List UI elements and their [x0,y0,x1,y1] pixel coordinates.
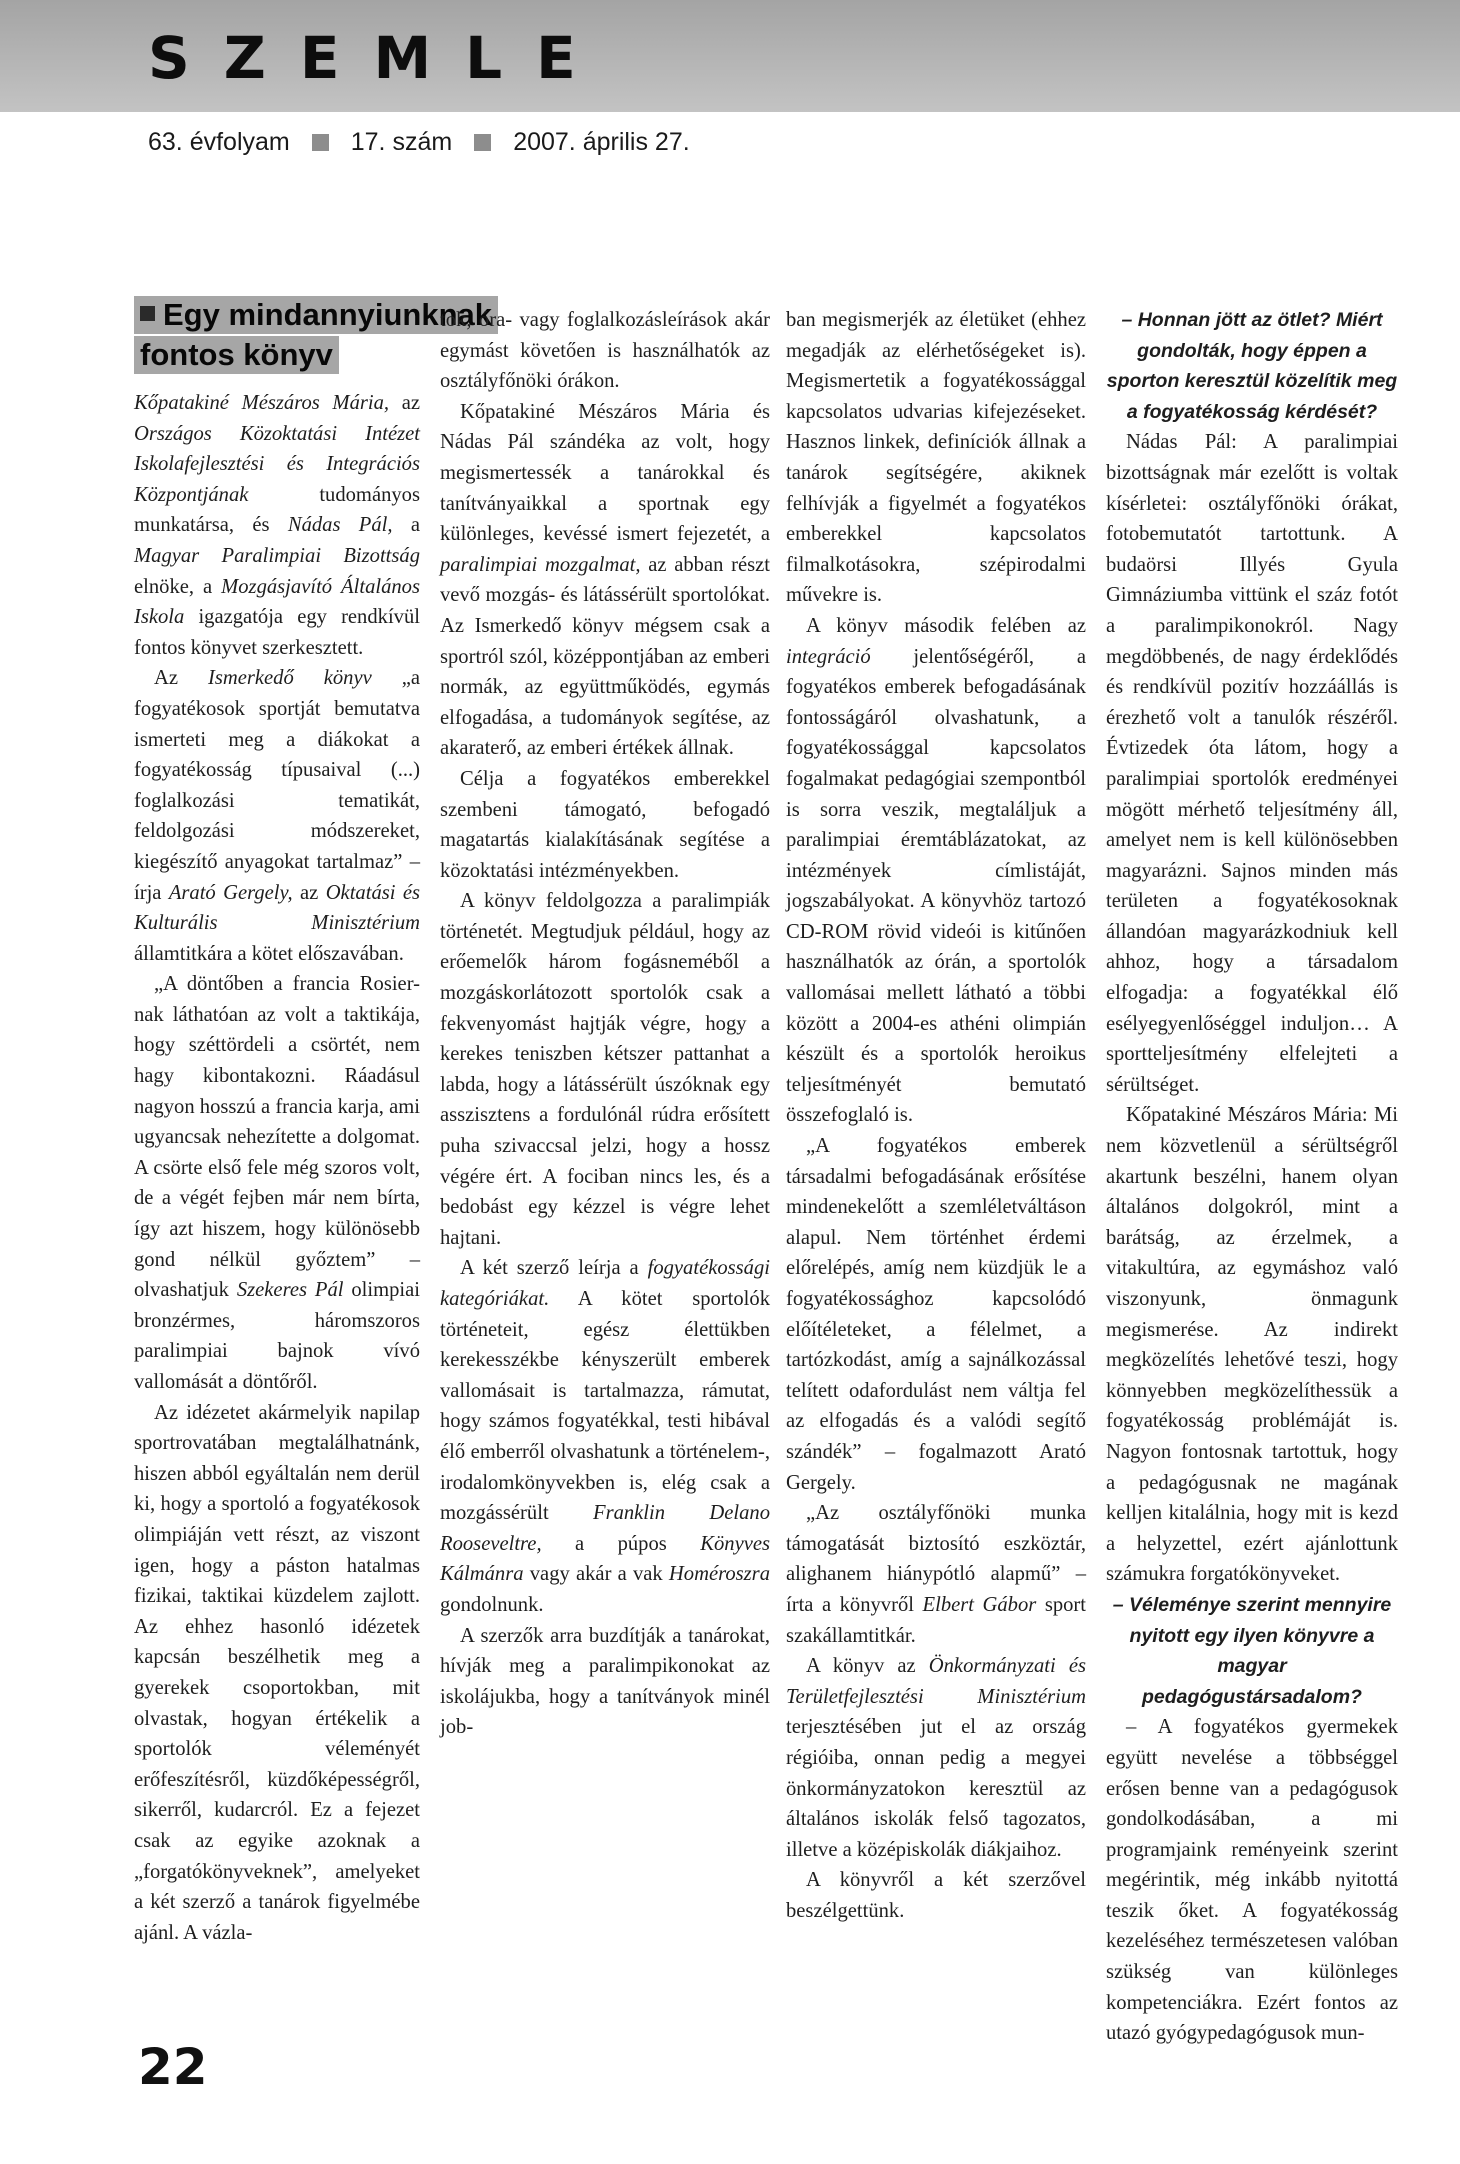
body-paragraph: tok, óra- vagy foglalkozásleírások akár egymást követően is használhatók az osztályfőnöki órákon. [440,309,770,393]
body-paragraph: ban megismerjék az életüket (ehhez megadják az elérhetőségeket is). Megismertetik a fogyatékossággal kapcsolatos udvarias kifejezéseket. Hasznos linkek, definíciók állnak a tanárok segítségére, akiknek felhívják a figyelmét a fogyatékos emberekkel kapcsolatos filmalkotásokra, szépirodalmi művekre is. [786,309,1086,607]
bullet-square-icon [140,306,155,321]
article-column-4 [1106,305,1398,2049]
separator-square-icon [312,134,329,151]
body-paragraph: Nádas Pál: A paralimpiai bizottságnak már ezelőtt is voltak kísérletei: osztályfőnöki órákat, fotobemutatót tartottunk. A budaörsi Illyés Gyula Gimnáziumba vittünk el száz fotót a paralimpikonokról. Nagy megdöbbenés, de nagy érdeklődés és rendkívül pozitív hozzáállás is érezhető volt a tanulók részéről. Évtizedek óta látom, hogy a paralimpiai sportolók eredményei mögött mérhető teljesítmény áll, amelyet nem is kell különösebben magyarázni. Sajnos minden más területen a fogyatékosoknak állandóan magyarázkodniuk kell ahhoz, hogy a társadalom elfogadja: a fogyatékkal élő esélyegyenlőséggel induljon… A sportteljesítmény elfelejteti a sérültséget. [1106,431,1398,1096]
issue-number: 17. szám [350,128,453,156]
body-paragraph: „Az osztályfőnöki munka támogatását biztosító eszköztár, alighanem hiánypótló alapmű” – írta a könyvről Elbert Gábor sport szakállamtitkár. [786,1502,1087,1647]
title-line-2: fontos könyv [134,336,339,374]
body-paragraph: A könyv feldolgozza a paralimpiák történetét. Megtudjuk például, hogy az erőemelők három fogásneméből a mozgáskorlátozott sportolók csak a fekvenyomást hajtják végre, hogy a kerekes teniszben kétszer pattanhat a labda, hogy a látássérült úszóknak egy asszisztens a fordulónál rúdra erősített puha szivaccsal jelzi, hogy a hossz végére ért. A fociban nincs les, és a bedobást egy kézzel is végre lehet hajtani. [440,890,770,1249]
article-column-3 [786,305,1086,1926]
body-paragraph: A könyvről a két szerzővel beszélgettünk. [786,1869,1086,1922]
body-paragraph: „A döntőben a francia Rosier-nak láthatóan az volt a taktikája, hogy széttördeli a csörtét, nem hagy kibontakozni. Ráadásul nagyon hosszú a francia karja, ami ugyancsak nehezítette a dolgomat. A csörte első fele még szoros volt, de a végét fejben már nem bírta, így azt hiszem, hogy különösebb gond nélkül győztem” – olvashatjuk Szekeres Pál olimpiai bronzérmes, háromszoros paralimpiai bajnok vívó vallomását a döntőről. [134,973,420,1393]
body-paragraph: A szerzők arra buzdítják a tanárokat, hívják meg a paralimpikonokat az iskolájukba, hogy a tanítványok minél job- [440,1624,770,1739]
body-paragraph: „A fogyatékos emberek társadalmi befogadásának erősítése mindenekelőtt a szemléletváltáson alapul. Nem történhet érdemi előrelépés, amíg nem küzdjük le a fogyatékossághoz kapcsolódó előítéleteket, a félelmet, a tartózkodást, amíg a sajnálkozással telített odafordulást nem váltja fel az elfogadás és a valódi segítő szándék” – fogalmazott Arató Gergely. [786,1135,1086,1494]
article-column-2 [440,305,770,1743]
interview-question: – Véleménye szerint mennyire nyitott egy ilyen könyvre a magyar pedagógustársadalom? [1112,1593,1392,1708]
body-paragraph: Kőpatakiné Mészáros Mária és Nádas Pál szándéka az volt, hogy megismertessék a tanárokkal és tanítványaikkal a sportnak egy különleges, kevéssé ismert fejezetét, a paralimpiai mozgalmat, az abban részt vevő mozgás- és látássérült sportolókat. Az Ismerkedő könyv mégsem csak a sportról szól, középpontjában az emberi normák, az együttműködés, egymás elfogadása, a tudományok segítése, az akaraterő, az emberi értékek állnak. [440,400,770,760]
masthead: SZEMLE [148,24,610,92]
separator-square-icon [474,134,491,151]
body-paragraph: Az idézetet akármelyik napilap sportrovatában megtalálhatnánk, hiszen abból egyáltalán nem derül ki, hogy a sportoló a fogyatékosok olimpiáján vett részt, az viszont igen, hogy a páston hatalmas fizikai, taktikai küzdelem zajlott. Az ehhez hasonló idézetek kapcsán beszélhetik meg a gyerekek csoportokban, mit olvastak, hogyan értékelik a sportolók véleményét erőfeszítésről, küzdőképességről, sikerről, kudarcról. Ez a fejezet csak az egyike azoknak a „forgatókönyveknek”, amelyeket a két szerző a tanárok figyelmébe ajánl. A vázla- [134,1401,420,1944]
body-paragraph: A könyv az Önkormányzati és Területfejlesztési Minisztérium terjesztésében jut el az ország régióiba, onnan pedig a megyei önkormányzatokon keresztül az általános iskolák felső tagozatos, illetve a középiskolák diákjaihoz. [786,1655,1086,1861]
body-paragraph: A két szerző leírja a fogyatékossági kategóriákat. A kötet sportolók történeteit, egész élettükben kerekesszékbe kényszerült emberek vallomásait is tartalmazza, rámutat, hogy számos fogyatékkal, testi hibával élő emberről olvashatunk a történelem-, irodalomkönyvekben is, elég csak a mozgássérült Franklin Delano Rooseveltre, a púpos Könyves Kálmánra vagy akár a vak Homéroszra gondolnunk. [440,1257,770,1616]
body-paragraph: A könyv második felében az integráció jelentőségéről, a fogyatékos emberek befogadásának fontosságáról olvashatunk, a fogyatékossággal kapcsolatos fogalmakat pedagógiai szempontból is sorra veszik, megtaláljuk a paralimpiai éremtáblázatokat, az intézmények címlistáját, jogszabályokat. A könyvhöz tartozó CD-ROM rövid videói is kitűnően használhatók az órán, a sportolók vallomásai mellett látható a többi között a 2004-es athéni olimpián készült és a sportolók heroikus teljesítményét bemutató összefoglaló is. [786,614,1086,1127]
volume: 63. évfolyam [148,128,290,156]
issue-date: 2007. április 27. [513,128,690,156]
body-paragraph: Célja a fogyatékos emberekkel szembeni támogató, befogadó magatartás kialakításának segítése a közoktatási intézményekben. [440,767,770,882]
article-column-1 [134,388,420,1948]
interview-question: – Honnan jött az ötlet? Miért gondolták, hogy éppen a sporton keresztül közelítik meg a fogyatékosság kérdését? [1106,309,1398,423]
title-line-1: Egy mindannyiunknak [134,296,498,334]
lead-paragraph: Kőpatakiné Mészáros Mária, az Országos Közoktatási Intézet Iskolafejlesztési és Integrációs Központjának tudományos munkatársa, és Nádas Pál, a Magyar Paralimpiai Bizottság elnöke, a Mozgásjavító Általános Iskola igazgatója egy rendkívül fontos könyvet szerkesztett. [134,392,420,659]
body-paragraph: – A fogyatékos gyermekek együtt nevelése a többséggel erősen benne van a pedagógusok gondolkodásában, a mi programjaink reményeink szerint megérintik, még inkább nyitottá teszik őket. A fogyatékosság kezeléséhez természetesen valóban szükség van különleges kompetenciákra. Ezért fontos az utazó gyógypedagógusok mun- [1106,1716,1398,2045]
issue-line [148,128,690,157]
body-paragraph: Kőpatakiné Mészáros Mária: Mi nem közvetlenül a sérültségről akartunk beszélni, hanem olyan általános dolgokról, mint a barátság, az érzelmek, a vitakultúra, az egymáshoz való viszonyunk, önmagunk megismerése. Az indirekt megközelítés lehetővé teszi, hogy könnyebben megközelíthessük a fogyatékosság problémáját is. Nagyon fontosnak tartottuk, hogy a pedagógusnak ne magának kelljen kitalálnia, hogy mit is kezd a helyzettel, ezért ajánlottunk számukra forgatókönyveket. [1106,1104,1398,1586]
page-number: 22 [138,2038,208,2096]
body-paragraph: Az Ismerkedő könyv „a fogyatékosok sportját bemutatva ismerteti meg a diákokat a fogyatékosság típusaival (...) foglalkozási tematikát, feldolgozási módszereket, kiegészítő anyagokat tartalmaz” – írja Arató Gergely, az Oktatási és Kulturális Minisztérium államtitkára a kötet előszavában. [134,667,420,965]
